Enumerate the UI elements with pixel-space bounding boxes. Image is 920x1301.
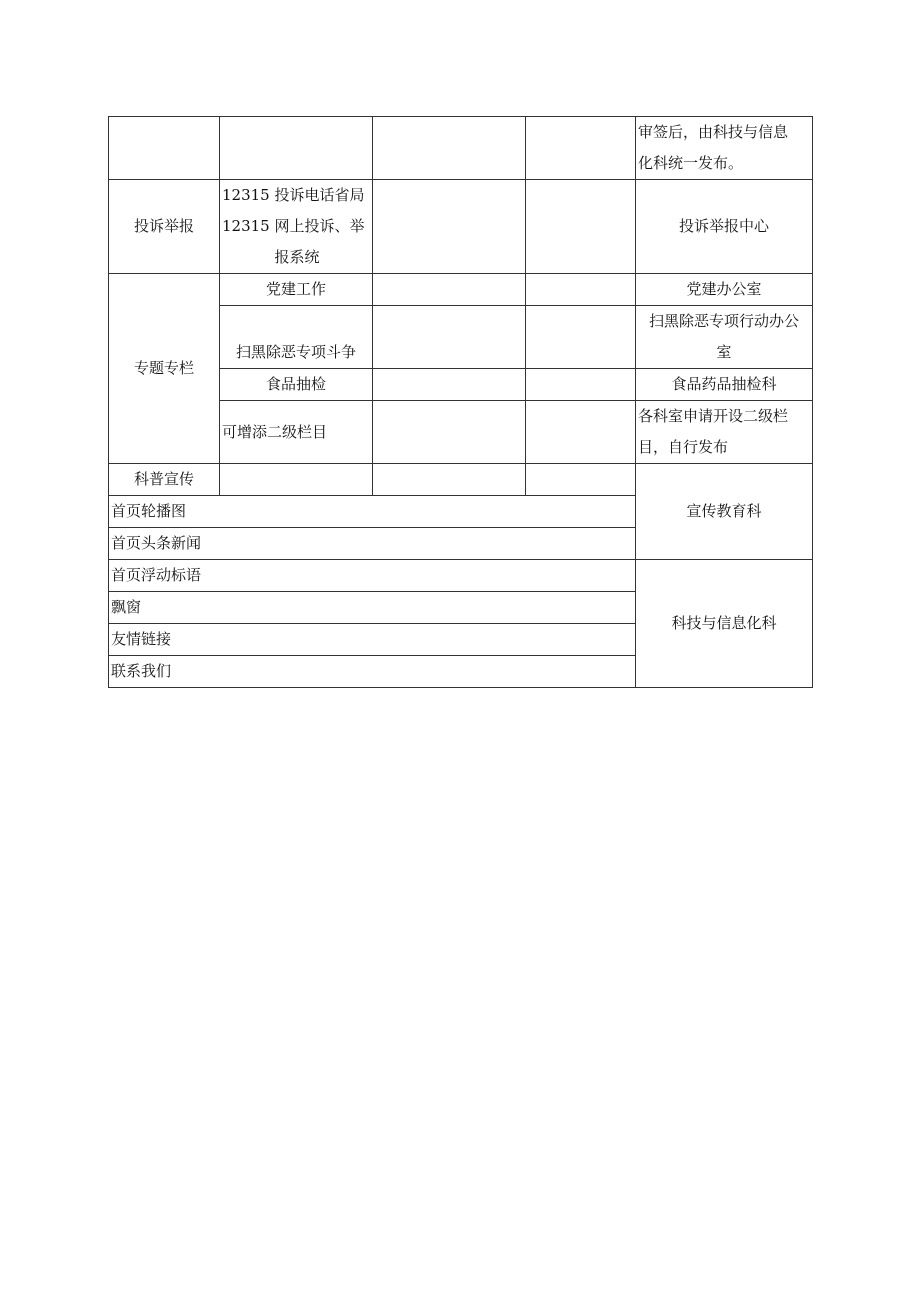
table-row-continuation: [109, 117, 813, 180]
cell-publish-note: [636, 117, 813, 180]
item-homepage-slogan: 首页浮动标语: [109, 560, 636, 592]
category-science: 科普宣传: [109, 464, 220, 496]
item-friend-links: 友情链接: [109, 624, 636, 656]
department-propaganda: 宣传教育科: [636, 464, 813, 560]
publish-note-line1: 审签后，由科技与信息: [638, 123, 789, 141]
table-row-slogan: [109, 560, 813, 592]
department-food-drug-sampling: 食品药品抽检科: [636, 369, 813, 401]
cell-empty: [220, 464, 373, 496]
cell-empty: [526, 306, 636, 369]
cell-empty: [526, 369, 636, 401]
cell-empty: [526, 180, 636, 274]
cell-empty: [373, 464, 526, 496]
item-complaint-line2: 12315 网上投诉、举: [222, 217, 365, 235]
department-it: 科技与信息化科: [636, 560, 813, 688]
item-complaint-line1: 12315 投诉电话省局: [222, 186, 365, 204]
item-complaint: [220, 180, 373, 274]
cell-empty: [373, 369, 526, 401]
item-complaint-line3: 报系统: [274, 248, 320, 266]
cell-empty: [220, 117, 373, 180]
department-all-offices-line2: 目，自行发布: [638, 438, 729, 456]
cell-empty: [373, 274, 526, 306]
item-contact-us: 联系我们: [109, 656, 636, 688]
department-all-offices-line1: 各科室申请开设二级栏: [638, 407, 789, 425]
department-anti-crime-office: [636, 306, 813, 369]
cell-empty: [526, 401, 636, 464]
item-add-subsection: 可增添二级栏目: [220, 401, 373, 464]
item-anti-crime: 扫黑除恶专项斗争: [220, 306, 373, 369]
category-special: 专题专栏: [109, 274, 220, 464]
item-party-building: 党建工作: [220, 274, 373, 306]
cell-empty: [373, 180, 526, 274]
department-complaint: 投诉举报中心: [636, 180, 813, 274]
item-food-sampling: 食品抽检: [220, 369, 373, 401]
document-table: [108, 116, 813, 688]
table-row-science: [109, 464, 813, 496]
cell-empty: [373, 117, 526, 180]
department-all-offices: [636, 401, 813, 464]
category-complaint: 投诉举报: [109, 180, 220, 274]
cell-empty: [526, 117, 636, 180]
cell-empty: [373, 306, 526, 369]
cell-empty: [109, 117, 220, 180]
cell-empty: [373, 401, 526, 464]
cell-empty: [526, 274, 636, 306]
publish-note-line2: 化科统一发布。: [638, 154, 744, 172]
item-homepage-carousel: 首页轮播图: [109, 496, 636, 528]
department-anti-crime-line2: 室: [716, 343, 732, 361]
item-floating-window: 飘窗: [109, 592, 636, 624]
department-anti-crime-line1: 扫黑除恶专项行动办公: [648, 312, 799, 330]
cell-empty: [526, 464, 636, 496]
department-party-office: 党建办公室: [636, 274, 813, 306]
item-homepage-headline: 首页头条新闻: [109, 528, 636, 560]
table-row-special-1: [109, 274, 813, 306]
table-row-complaint: [109, 180, 813, 274]
